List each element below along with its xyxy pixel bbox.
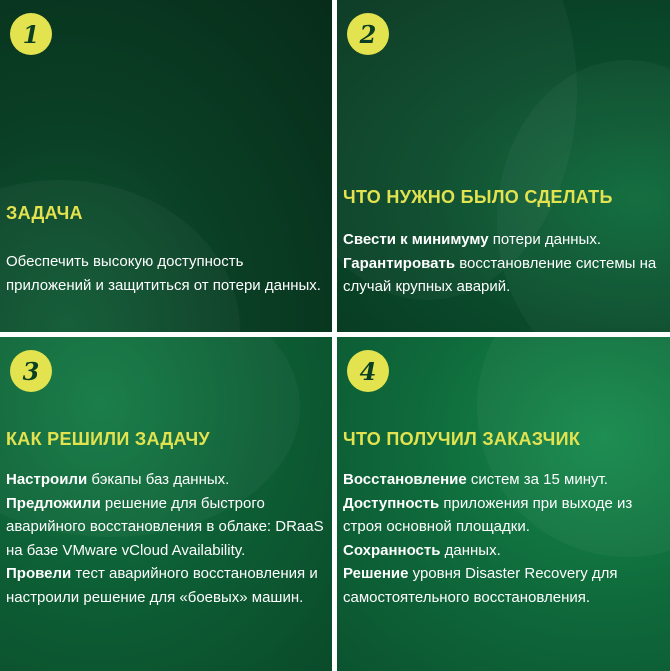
panel-title: ЗАДАЧА [6, 203, 83, 223]
body-line: Обеспечить высокую доступность приложений и защититься от потери данных. [6, 253, 321, 294]
step-number-badge: 4 [347, 350, 389, 392]
panel-title: ЧТО НУЖНО БЫЛО СДЕЛАТЬ [343, 187, 613, 207]
body-line: Решение уровня Disaster Recovery для самостоятельного восстановления. [343, 565, 618, 606]
body-line: Гарантировать восстановление системы на случай крупных аварий. [343, 254, 657, 295]
step-number-badge: 1 [10, 13, 52, 55]
body-line: Свести к минимуму потери данных. [343, 231, 601, 248]
panel-body [6, 250, 326, 297]
panel-body [6, 468, 326, 609]
step-number-badge: 3 [10, 350, 52, 392]
panel-title: КАК РЕШИЛИ ЗАДАЧУ [6, 429, 210, 449]
panel-body [343, 468, 664, 609]
body-line: Предложили решение для быстрого аварийного восстановления в облаке: DRaaS на базе VMware vCloud Availability. [6, 494, 324, 559]
body-line: Настроили бэкапы баз данных. [6, 471, 230, 488]
panel-body [343, 228, 664, 299]
body-line: Сохранность данных. [343, 541, 501, 559]
step-number-badge: 2 [347, 13, 389, 55]
panel-what-to-do [337, 0, 670, 332]
body-line: Провели тест аварийного восстановления и настроили решение для «боевых» машин. [6, 565, 318, 606]
panel-task [0, 0, 332, 332]
panel-title: ЧТО ПОЛУЧИЛ ЗАКАЗЧИК [343, 429, 581, 449]
panel-how-solved [0, 337, 332, 671]
body-line: Доступность приложения при выходе из строя основной площадки. [343, 494, 633, 535]
panel-client-result [337, 337, 670, 671]
body-line: Восстановление систем за 15 минут. [343, 471, 608, 488]
